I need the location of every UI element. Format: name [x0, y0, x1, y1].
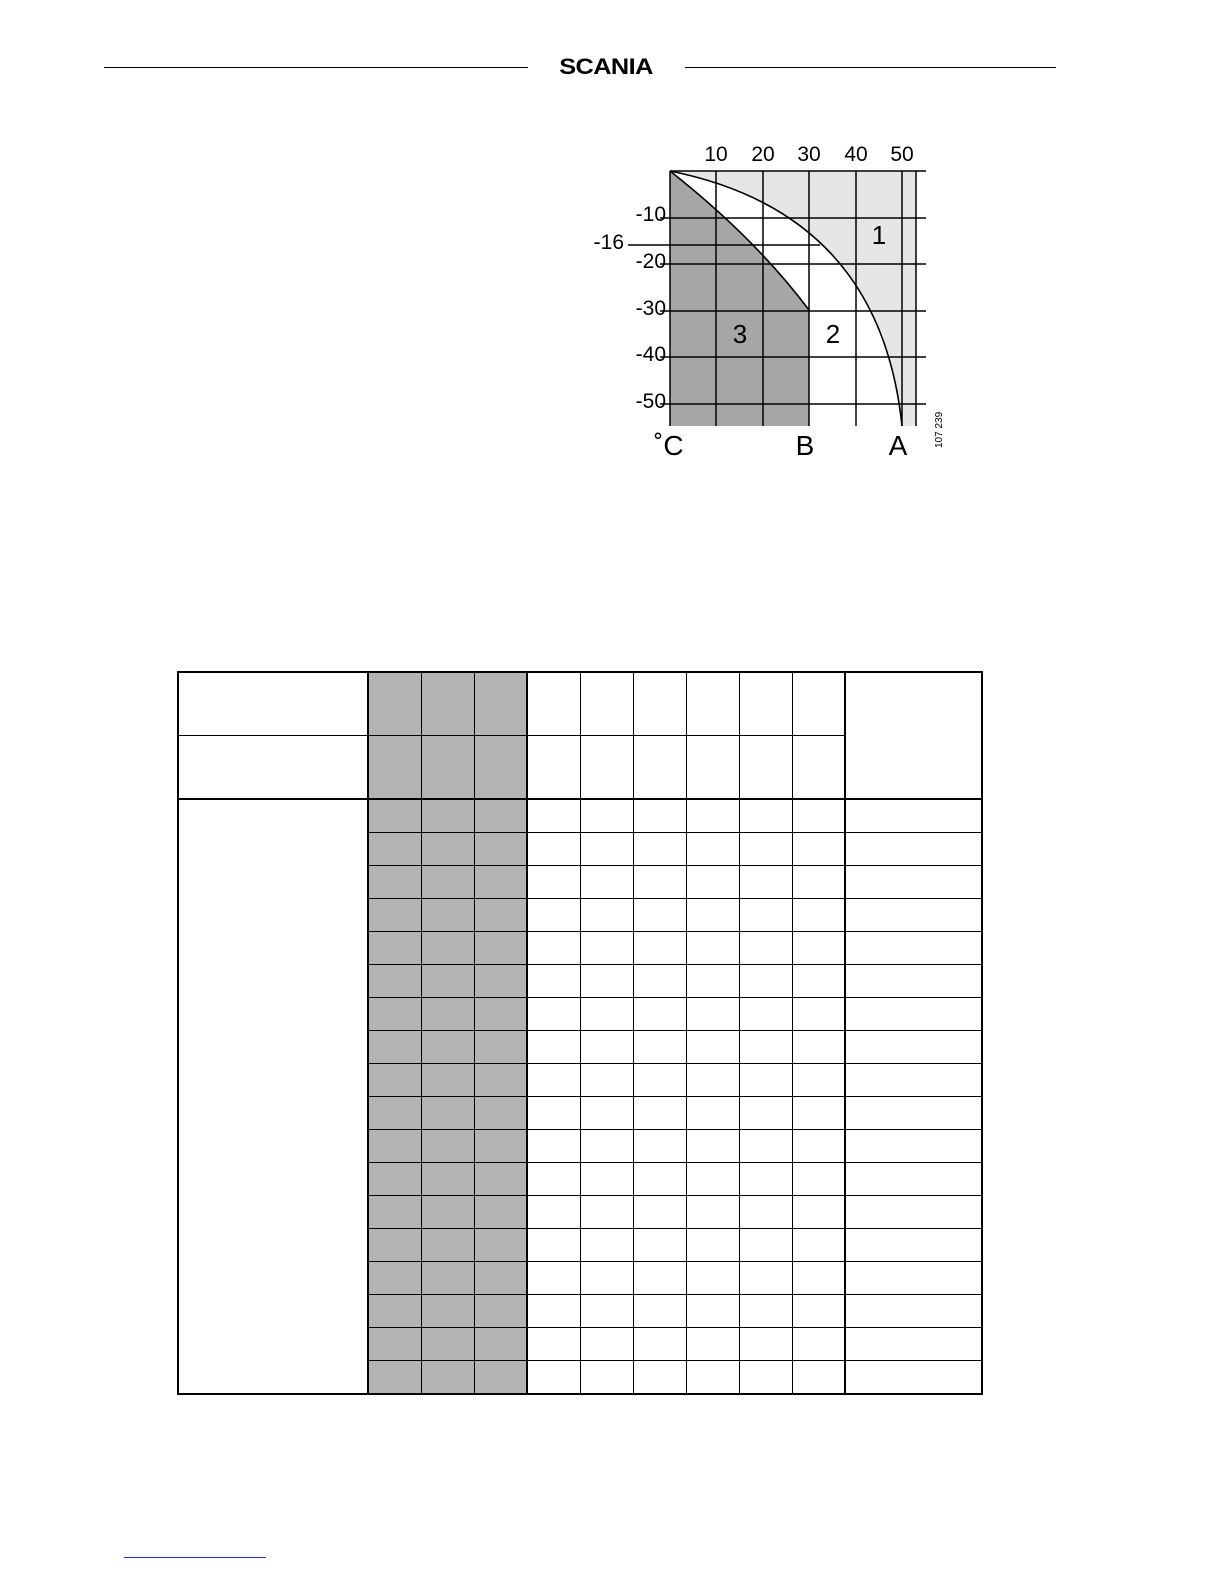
region-label-3: 3: [732, 319, 748, 349]
table-shaded-cell[interactable]: [368, 899, 421, 932]
table-header-shaded-cell[interactable]: [368, 672, 421, 736]
table-header-cell[interactable]: [527, 672, 580, 736]
table-shaded-cell[interactable]: [474, 1064, 527, 1097]
header-rule-left: [104, 67, 528, 68]
table-cell[interactable]: [580, 866, 633, 899]
table-notes-cell[interactable]: [845, 1262, 982, 1295]
table-shaded-cell[interactable]: [474, 833, 527, 866]
footer-link-underline[interactable]: [124, 1557, 266, 1558]
table-cell[interactable]: [633, 932, 686, 965]
table-cell[interactable]: [527, 1097, 580, 1130]
marker-label-16: -16: [593, 231, 624, 254]
table-notes-cell[interactable]: [845, 1163, 982, 1196]
table-cell[interactable]: [686, 1262, 739, 1295]
table-header-cell[interactable]: [792, 736, 845, 800]
table-shaded-cell[interactable]: [474, 1196, 527, 1229]
table-cell[interactable]: [633, 1229, 686, 1262]
table-shaded-cell[interactable]: [368, 1031, 421, 1064]
table-cell[interactable]: [580, 1229, 633, 1262]
table-row-label-cell[interactable]: [178, 799, 368, 1394]
table-shaded-cell[interactable]: [368, 1196, 421, 1229]
table-cell[interactable]: [792, 833, 845, 866]
left-label-20: -20: [635, 250, 666, 273]
table-cell[interactable]: [527, 1064, 580, 1097]
table-cell[interactable]: [580, 799, 633, 833]
table-cell[interactable]: [739, 965, 792, 998]
table-cell[interactable]: [527, 866, 580, 899]
table-notes-cell[interactable]: [845, 965, 982, 998]
table-cell[interactable]: [527, 1361, 580, 1395]
table-notes-cell[interactable]: [845, 1328, 982, 1361]
table-shaded-cell[interactable]: [421, 965, 474, 998]
table-cell[interactable]: [792, 1163, 845, 1196]
top-label-40: 40: [844, 143, 868, 166]
table-cell[interactable]: [686, 1295, 739, 1328]
table-cell[interactable]: [739, 799, 792, 833]
table-cell[interactable]: [686, 1097, 739, 1130]
table-cell[interactable]: [792, 1031, 845, 1064]
table-cell[interactable]: [580, 1196, 633, 1229]
table-cell[interactable]: [739, 1361, 792, 1395]
left-label-30: -30: [635, 297, 666, 320]
table-header-shaded-cell[interactable]: [421, 736, 474, 800]
table-shaded-cell[interactable]: [421, 932, 474, 965]
table-cell[interactable]: [580, 899, 633, 932]
table-shaded-cell[interactable]: [421, 1361, 474, 1395]
table-cell[interactable]: [527, 799, 580, 833]
table-header-cell[interactable]: [686, 736, 739, 800]
table-shaded-cell[interactable]: [421, 1196, 474, 1229]
table-cell[interactable]: [792, 1328, 845, 1361]
table-header-cell[interactable]: [580, 672, 633, 736]
table-notes-cell[interactable]: [845, 799, 982, 833]
table-notes-cell[interactable]: [845, 1196, 982, 1229]
table-cell[interactable]: [527, 1130, 580, 1163]
table-header-cell[interactable]: [792, 672, 845, 736]
table-cell[interactable]: [686, 1130, 739, 1163]
table-shaded-cell[interactable]: [368, 833, 421, 866]
table-cell[interactable]: [580, 1295, 633, 1328]
table-shaded-cell[interactable]: [421, 866, 474, 899]
table-cell[interactable]: [686, 833, 739, 866]
table-cell[interactable]: [580, 1031, 633, 1064]
table-cell[interactable]: [792, 1130, 845, 1163]
table-notes-cell[interactable]: [845, 932, 982, 965]
table-shaded-cell[interactable]: [368, 799, 421, 833]
table-cell[interactable]: [686, 965, 739, 998]
table-cell[interactable]: [527, 1031, 580, 1064]
table-shaded-cell[interactable]: [368, 1229, 421, 1262]
table-cell[interactable]: [792, 932, 845, 965]
table-cell[interactable]: [792, 899, 845, 932]
table-cell[interactable]: [739, 1196, 792, 1229]
table-cell[interactable]: [792, 965, 845, 998]
table-cell[interactable]: [580, 965, 633, 998]
table-cell[interactable]: [527, 1295, 580, 1328]
table-shaded-cell[interactable]: [421, 899, 474, 932]
table-shaded-cell[interactable]: [368, 1361, 421, 1395]
table-cell[interactable]: [580, 1361, 633, 1395]
table-header-cell[interactable]: [527, 736, 580, 800]
table-cell[interactable]: [633, 799, 686, 833]
table-cell[interactable]: [527, 1262, 580, 1295]
table-cell[interactable]: [580, 1262, 633, 1295]
table-cell[interactable]: [686, 1328, 739, 1361]
table-cell[interactable]: [792, 1196, 845, 1229]
table-cell[interactable]: [739, 998, 792, 1031]
table-header-shaded-cell[interactable]: [421, 672, 474, 736]
table-cell[interactable]: [633, 1361, 686, 1395]
table-notes-cell[interactable]: [845, 998, 982, 1031]
table-cell[interactable]: [739, 932, 792, 965]
table-shaded-cell[interactable]: [474, 1295, 527, 1328]
table-shaded-cell[interactable]: [421, 1262, 474, 1295]
table-shaded-cell[interactable]: [474, 799, 527, 833]
table-cell[interactable]: [633, 899, 686, 932]
table-cell[interactable]: [792, 1361, 845, 1395]
table-shaded-cell[interactable]: [474, 866, 527, 899]
table-cell[interactable]: [739, 1064, 792, 1097]
top-label-20: 20: [751, 143, 775, 166]
table-shaded-cell[interactable]: [368, 965, 421, 998]
table-notes-cell[interactable]: [845, 1031, 982, 1064]
table-cell[interactable]: [792, 1229, 845, 1262]
table-cell[interactable]: [633, 866, 686, 899]
table-cell[interactable]: [633, 1097, 686, 1130]
table-cell[interactable]: [686, 1361, 739, 1395]
table-cell[interactable]: [792, 799, 845, 833]
region-label-2: 2: [825, 319, 841, 349]
curve-a-label: A: [888, 430, 908, 461]
top-label-30: 30: [797, 143, 821, 166]
table-cell[interactable]: [686, 1196, 739, 1229]
header-rule-right: [685, 67, 1056, 68]
table-shaded-cell[interactable]: [421, 1130, 474, 1163]
table-cell[interactable]: [739, 1130, 792, 1163]
table-cell[interactable]: [739, 1328, 792, 1361]
scania-logo: SCANIA: [559, 54, 653, 79]
table-shaded-cell[interactable]: [368, 1262, 421, 1295]
table-cell[interactable]: [792, 866, 845, 899]
table-cell[interactable]: [739, 1295, 792, 1328]
table-shaded-cell[interactable]: [474, 998, 527, 1031]
table-cell[interactable]: [686, 1229, 739, 1262]
table-cell[interactable]: [527, 1229, 580, 1262]
table-cell[interactable]: [527, 932, 580, 965]
table-notes-cell[interactable]: [845, 1295, 982, 1328]
table-notes-cell[interactable]: [845, 1097, 982, 1130]
table-shaded-cell[interactable]: [368, 1064, 421, 1097]
table-shaded-cell[interactable]: [474, 932, 527, 965]
table-cell[interactable]: [527, 1328, 580, 1361]
table-cell[interactable]: [739, 1163, 792, 1196]
table-cell[interactable]: [527, 998, 580, 1031]
table-shaded-cell[interactable]: [421, 1031, 474, 1064]
table-cell[interactable]: [633, 1262, 686, 1295]
table-header-cell[interactable]: [739, 672, 792, 736]
table-shaded-cell[interactable]: [474, 1031, 527, 1064]
table-cell[interactable]: [739, 1031, 792, 1064]
table-shaded-cell[interactable]: [368, 1097, 421, 1130]
table-shaded-cell[interactable]: [474, 1097, 527, 1130]
table-header-label-cell[interactable]: [178, 736, 368, 800]
table-notes-cell[interactable]: [845, 833, 982, 866]
table-cell[interactable]: [686, 866, 739, 899]
table-cell[interactable]: [633, 833, 686, 866]
table-notes-cell[interactable]: [845, 866, 982, 899]
table-cell[interactable]: [739, 866, 792, 899]
table-cell[interactable]: [739, 899, 792, 932]
table-shaded-cell[interactable]: [421, 1163, 474, 1196]
table-cell[interactable]: [686, 1163, 739, 1196]
table-cell[interactable]: [792, 1262, 845, 1295]
table-cell[interactable]: [686, 998, 739, 1031]
table-shaded-cell[interactable]: [421, 998, 474, 1031]
record-table-body: [178, 672, 982, 1394]
table-cell[interactable]: [792, 998, 845, 1031]
table-notes-cell[interactable]: [845, 899, 982, 932]
table-cell[interactable]: [580, 932, 633, 965]
table-cell[interactable]: [580, 833, 633, 866]
left-label-50: -50: [635, 390, 666, 413]
table-cell[interactable]: [686, 1031, 739, 1064]
table-header-cell[interactable]: [580, 736, 633, 800]
table-shaded-cell[interactable]: [368, 1295, 421, 1328]
table-header-shaded-cell[interactable]: [474, 672, 527, 736]
table-shaded-cell[interactable]: [421, 1328, 474, 1361]
table-shaded-cell[interactable]: [421, 1295, 474, 1328]
table-shaded-cell[interactable]: [474, 1130, 527, 1163]
table-cell[interactable]: [792, 1295, 845, 1328]
table-cell[interactable]: [739, 833, 792, 866]
table-shaded-cell[interactable]: [421, 1064, 474, 1097]
table-cell[interactable]: [633, 965, 686, 998]
table-shaded-cell[interactable]: [421, 1097, 474, 1130]
table-cell[interactable]: [633, 1031, 686, 1064]
table-cell[interactable]: [739, 1262, 792, 1295]
table-cell[interactable]: [580, 998, 633, 1031]
table-shaded-cell[interactable]: [421, 1229, 474, 1262]
table-shaded-cell[interactable]: [368, 998, 421, 1031]
table-cell[interactable]: [527, 899, 580, 932]
table-cell[interactable]: [633, 1064, 686, 1097]
table-notes-cell[interactable]: [845, 1229, 982, 1262]
table-cell[interactable]: [527, 965, 580, 998]
table-cell[interactable]: [580, 1097, 633, 1130]
table-shaded-cell[interactable]: [474, 1262, 527, 1295]
unit-label: ˚C: [654, 430, 684, 461]
table-header-notes-cell[interactable]: [845, 672, 982, 799]
table-cell[interactable]: [792, 1097, 845, 1130]
table-cell[interactable]: [580, 1328, 633, 1361]
table-header-shaded-cell[interactable]: [474, 736, 527, 800]
table-cell[interactable]: [739, 1229, 792, 1262]
table-notes-cell[interactable]: [845, 1064, 982, 1097]
table-shaded-cell[interactable]: [368, 1163, 421, 1196]
table-shaded-cell[interactable]: [368, 866, 421, 899]
curve-b-label: B: [795, 430, 815, 461]
table-cell[interactable]: [633, 1196, 686, 1229]
table-cell[interactable]: [739, 1097, 792, 1130]
table-shaded-cell[interactable]: [474, 965, 527, 998]
table-cell[interactable]: [686, 899, 739, 932]
table-notes-cell[interactable]: [845, 1361, 982, 1395]
table-header-shaded-cell[interactable]: [368, 736, 421, 800]
table-shaded-cell[interactable]: [368, 1130, 421, 1163]
table-shaded-cell[interactable]: [474, 899, 527, 932]
table-shaded-cell[interactable]: [474, 1229, 527, 1262]
table-shaded-cell[interactable]: [421, 799, 474, 833]
table-cell[interactable]: [686, 799, 739, 833]
region-label-1: 1: [871, 220, 887, 250]
table-header-cell[interactable]: [633, 672, 686, 736]
table-cell[interactable]: [633, 1295, 686, 1328]
table-cell[interactable]: [580, 1064, 633, 1097]
table-cell[interactable]: [633, 1130, 686, 1163]
table-cell[interactable]: [792, 1064, 845, 1097]
table-header-label-cell[interactable]: [178, 672, 368, 736]
table-cell[interactable]: [580, 1163, 633, 1196]
table-shaded-cell[interactable]: [474, 1163, 527, 1196]
table-notes-cell[interactable]: [845, 1130, 982, 1163]
table-cell[interactable]: [527, 1196, 580, 1229]
table-shaded-cell[interactable]: [474, 1361, 527, 1395]
table-cell[interactable]: [686, 1064, 739, 1097]
table-header-cell[interactable]: [633, 736, 686, 800]
top-label-10: 10: [704, 143, 728, 166]
table-cell[interactable]: [633, 1163, 686, 1196]
left-label-40: -40: [635, 343, 666, 366]
top-label-50: 50: [890, 143, 914, 166]
left-label-10: -10: [635, 203, 666, 226]
table-shaded-cell[interactable]: [368, 1328, 421, 1361]
table-row: [178, 799, 982, 833]
table-cell[interactable]: [527, 1163, 580, 1196]
table-shaded-cell[interactable]: [474, 1328, 527, 1361]
table-header-cell[interactable]: [686, 672, 739, 736]
table-cell[interactable]: [686, 932, 739, 965]
table-shaded-cell[interactable]: [368, 932, 421, 965]
table-cell[interactable]: [580, 1130, 633, 1163]
record-table: [177, 671, 983, 1395]
figure-code: 107 239: [934, 411, 945, 448]
table-shaded-cell[interactable]: [421, 833, 474, 866]
table-header-row-1: [178, 672, 982, 736]
table-cell[interactable]: [633, 998, 686, 1031]
table-cell[interactable]: [633, 1328, 686, 1361]
freezing-point-diagram: [580, 138, 945, 468]
table-cell[interactable]: [527, 833, 580, 866]
table-header-cell[interactable]: [739, 736, 792, 800]
